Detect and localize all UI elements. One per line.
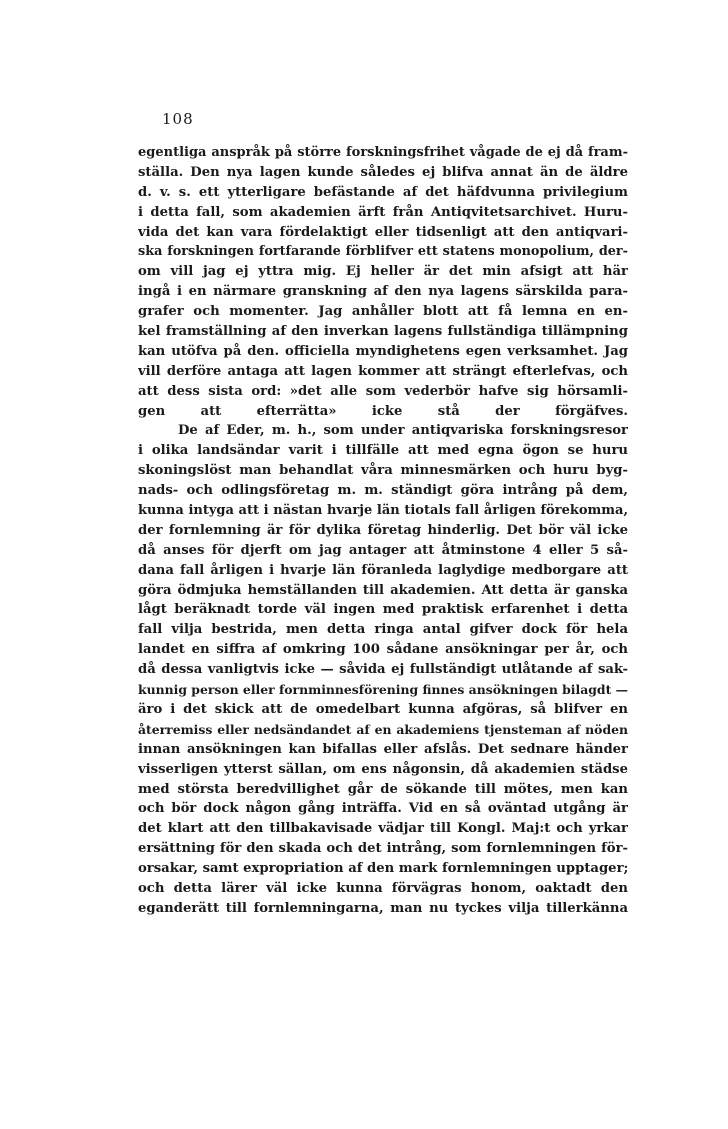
text-line: om vill jag ej yttra mig. Ej heller är det min afsigt att här: [138, 264, 628, 280]
text-line: ska forskningen fortfarande förblifver ett statens monopolium, der-: [138, 244, 628, 260]
text-line: nads- och odlingsföretag m. m. ständigt göra intrång på dem,: [138, 483, 628, 499]
text-line: der fornlemning är för dylika företag hinderlig. Det bör väl icke: [138, 522, 628, 538]
text-line: då anses för djerft om jag antager att åtminstone 4 eller 5 så-: [138, 542, 628, 558]
text-line: det klart att den tillbakavisade vädjar till Kongl. Maj:t och yrkar: [138, 821, 628, 837]
text-line: visserligen ytterst sällan, om ens någonsin, då akademien städse: [138, 761, 628, 777]
body-text: [138, 143, 628, 919]
text-line: att dess sista ord: »det alle som vederbör hafve sig hörsamli-: [138, 383, 628, 399]
text-line: innan ansökningen kan bifallas eller afslås. Det sednare händer: [138, 741, 628, 757]
text-line: ersättning för den skada och det intrång, som fornlemningen för-: [138, 841, 628, 857]
text-line: eganderätt till fornlemningarna, man nu tyckes vilja tillerkänna: [138, 900, 628, 916]
text-line: vill derföre antaga att lagen kommer att strängt efterlefvas, och: [138, 363, 628, 379]
text-line: fall vilja bestrida, men detta ringa antal gifver dock för hela: [138, 622, 628, 638]
text-line: i olika landsändar varit i tillfälle att med egna ögon se huru: [138, 443, 628, 459]
text-line: landet en siffra af omkring 100 sådane ansökningar per år, och: [138, 642, 628, 658]
text-line: ställa. Den nya lagen kunde således ej blifva annat än de äldre: [138, 164, 628, 180]
text-line: lågt beräknadt torde väl ingen med praktisk erfarenhet i detta: [138, 602, 628, 618]
text-line: äro i det skick att de omedelbart kunna afgöras, så blifver en: [138, 701, 628, 717]
text-line: och detta lärer väl icke kunna förvägras honom, oaktadt den: [138, 880, 628, 896]
text-line: vida det kan vara fördelaktigt eller tidsenligt att den antiqvari-: [138, 224, 628, 240]
text-line: dana fall årligen i hvarje län föranleda laglydige medborgare att: [138, 562, 628, 578]
text-line: kunna intyga att i nästan hvarje län tiotals fall årligen förekomma,: [138, 503, 628, 519]
text-line: göra ödmjuka hemställanden till akademien. Att detta är ganska: [138, 582, 628, 598]
text-line: med största beredvillighet går de sökande till mötes, men kan: [138, 781, 628, 797]
text-line: kunnig person eller fornminnesförening finnes ansökningen bilagdt —: [138, 682, 628, 698]
text-line: kan utöfva på den. officiella myndighetens egen verksamhet. Jag: [138, 343, 628, 359]
text-line: d. v. s. ett ytterligare befästande af det häfdvunna privilegium: [138, 184, 628, 200]
text-line: egentliga anspråk på större forskningsfrihet vågade de ej då fram-: [138, 145, 628, 160]
text-line: grafer och momenter. Jag anhåller blott att få lemna en en-: [138, 304, 628, 320]
text-line: och bör dock någon gång inträffa. Vid en så oväntad utgång är: [138, 801, 628, 817]
text-line: återremiss eller nedsändandet af en akademiens tjensteman af nöden: [138, 721, 628, 737]
text-line: då dessa vanligtvis icke — såvida ej fullständigt utlåtande af sak-: [138, 662, 628, 678]
text-line: ingå i en närmare granskning af den nya lagens särskilda para-: [138, 284, 628, 300]
text-line: skoningslöst man behandlat våra minnesmärken och huru byg-: [138, 463, 628, 479]
text-line: kel framställning af den inverkan lagens fullständiga tillämpning: [138, 324, 628, 340]
text-line: i detta fall, som akademien ärft från Antiqvitetsarchivet. Huru-: [138, 204, 628, 220]
text-line: gen att efterrätta» icke stå der förgäfves.: [138, 403, 628, 419]
page-number: 108: [162, 110, 194, 128]
text-line: De af Eder, m. h., som under antiqvariska forskningsresor: [178, 423, 628, 439]
text-line: orsakar, samt expropriation af den mark fornlemningen upptager;: [138, 861, 628, 877]
